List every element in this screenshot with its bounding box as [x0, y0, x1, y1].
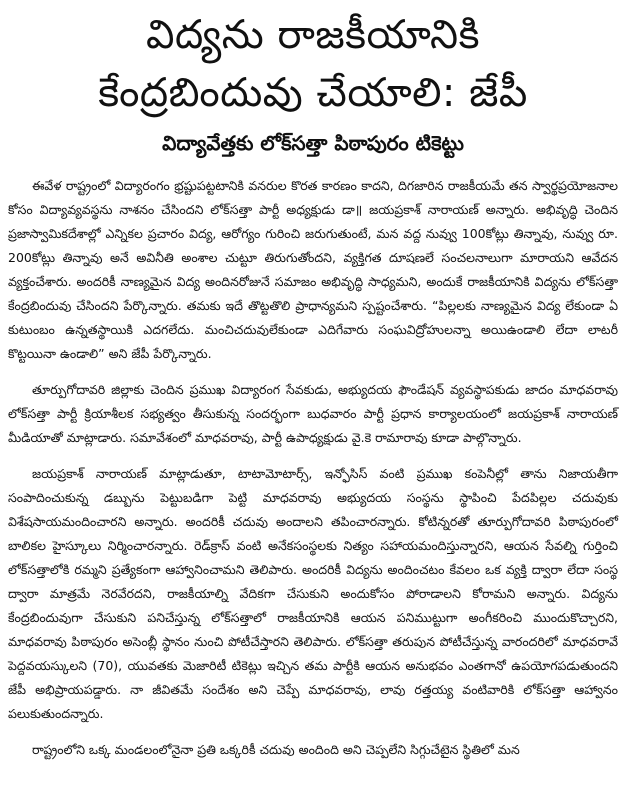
article-paragraph-2: తూర్పుగోదావరి జిల్లాకు చెందిన ప్రముఖ విద్యారంగ సేవకుడు, అభ్యుదయ ఫౌండేషన్ వ్యవస్థాపకుడు జాదం మాధవరావు లోక్‌సత్తా పార్టీ క్రియాశీలక సభ్యత్వం తీసుకున్న సందర్భంగా బుధవారం పార్టీ ప్రధాన కార్యాలయంలో జయప్రకాశ్ నారాయణ్ మీడియాతో మాట్లాడారు. సమావేశంలో మాధవరావు, పార్టీ ఉపాధ్యక్షుడు వై.కె రామారావు కూడా పాల్గొన్నారు. [8, 382, 618, 445]
headline-line-2: కేంద్రబిందువు చేయాలి: జేపీ [98, 70, 528, 116]
article-paragraph-3: జయప్రకాశ్ నారాయణ్ మాట్లాడుతూ, టాటామోటార్స్, ఇన్ఫోసిస్ వంటి ప్రముఖ కంపెనీల్లో తాను నిజాయతీగా సంపాదించుకున్న డబ్బును పెట్టుబడిగా పెట్టి మాధవరావు అభ్యుదయ సంస్థను స్థాపించి పేదపిల్లల చదువుకు విశేషసాయమందించారని అన్నారు. అందరికీ చదువు అందాలని తపించారన్నారు. కోటిన్నరతో తూర్పుగోదావరి పిఠాపురంలో బాలికల హైస్కూలు నిర్మించారన్నారు. రెడ్‌క్రాస్ వంటి అనేకసంస్థలకు నిత్యం సహాయమందిస్తున్నారని, ఆయన సేవల్ని గుర్తించి లోక్‌సత్తాలోకి రమ్మని ప్రత్యేకంగా ఆహ్వానించామని తెలిపారు. అందరికీ విద్యను అందించటం కేవలం ఒక వ్యక్తి ద్వారా లేదా సంస్థ ద్వారా మాత్రమే నెరవేరదని, రాజకీయాల్ని వేదికగా చేసుకుని అందుకోసం పోరాడాలని కోరామని అన్నారు. విద్యను కేంద్రబిందువుగా చేసుకుని పనిచేస్తున్న లోక్‌సత్తాలో రాజకీయానికి ఆయన పనిముట్టుగా అంగీకరించి ముందుకొచ్చారని, మాధవరావు పిఠాపురం అసెంబ్లీ స్థానం నుంచి పోటీచేస్తారని తెలిపారు. లోక్‌సత్తా తరుపున పోటీచేస్తున్న వారందరిలో మాధవరావే పెద్దవయస్కులని (70), యువతకు మెజారిటీ టికెట్లు ఇచ్చిన తమ పార్టీకి ఆయన అనుభవం ఎంతగానో ఉపయోగపడుతుందని జేపీ అభిప్రాయపడ్డారు. నా జీవితమే సందేశం అని చెప్పే మాధవరావు, లావు రత్తయ్య వంటివారికి లోక్‌సత్తా ఆహ్వానం పలుకుతుందన్నారు. [8, 466, 618, 721]
headline-line-1: విద్యను రాజకీయానికి [146, 12, 480, 58]
article-paragraph-4: రాష్ట్రంలోని ఒక్క మండలంలోనైనా ప్రతి ఒక్కరికీ చదువు అందింది అని చెప్పలేని సిగ్గుచేటైన స్థితిలో మన [32, 742, 520, 757]
article-paragraph-1: ఈవేళ రాష్ట్రంలో విద్యారంగం భ్రష్టుపట్టటానికి వనరుల కొరత కారణం కాదని, దిగజారిన రాజకీయమే తన స్వార్థప్రయోజనాల కోసం విద్యావ్యవస్థను నాశనం చేసిందని లోక్‌సత్తా పార్టీ అధ్యక్షుడు డా॥ జయప్రకాశ్ నారాయణ్ అన్నారు. అభివృద్ధి చెందిన ప్రజాస్వామికదేశాల్లో ఎన్నికల ప్రచారం విద్య, ఆరోగ్యం గురించి జరుగుతుంటే, మన వద్ద నువ్వు 100కోట్లు తిన్నావు, నువ్వు రూ. 200కోట్లు తిన్నావు అనే అవినీతి అంశాల చుట్టూ తిరుగుతోందని, వ్యక్తిగత దూషణలే సంచలనాలుగా మారాయని ఆవేదన వ్యక్తంచేశారు. అందరికీ నాణ్యమైన విద్య అందినరోజునే సమాజం అభివృద్ధి సాధ్యమని, అందుకే రాజకీయానికి విద్యను లోక్‌సత్తా కేంద్రబిందువు చేసిందని పేర్కొన్నారు. తమకు ఇదే తొట్టతొలి ప్రాధాన్యమని స్పష్టంచేశారు. “పిల్లలకు నాణ్యమైన విద్య లేకుండా ఏ కుటుంబం ఉన్నతస్థాయికి ఎదగలేదు. మంచిచదువులేకుండా ఎదిగేవారు సంఘవిద్రోహులన్నా అయిఉండాలి లేదా లాటరీ కొట్టయినా ఉండాలి” అని జేపీ పేర్కొన్నారు. [8, 178, 618, 361]
subheadline: విద్యావేత్తకు లోక్‌సత్తా పిఠాపురం టికెట్టు [162, 131, 464, 155]
